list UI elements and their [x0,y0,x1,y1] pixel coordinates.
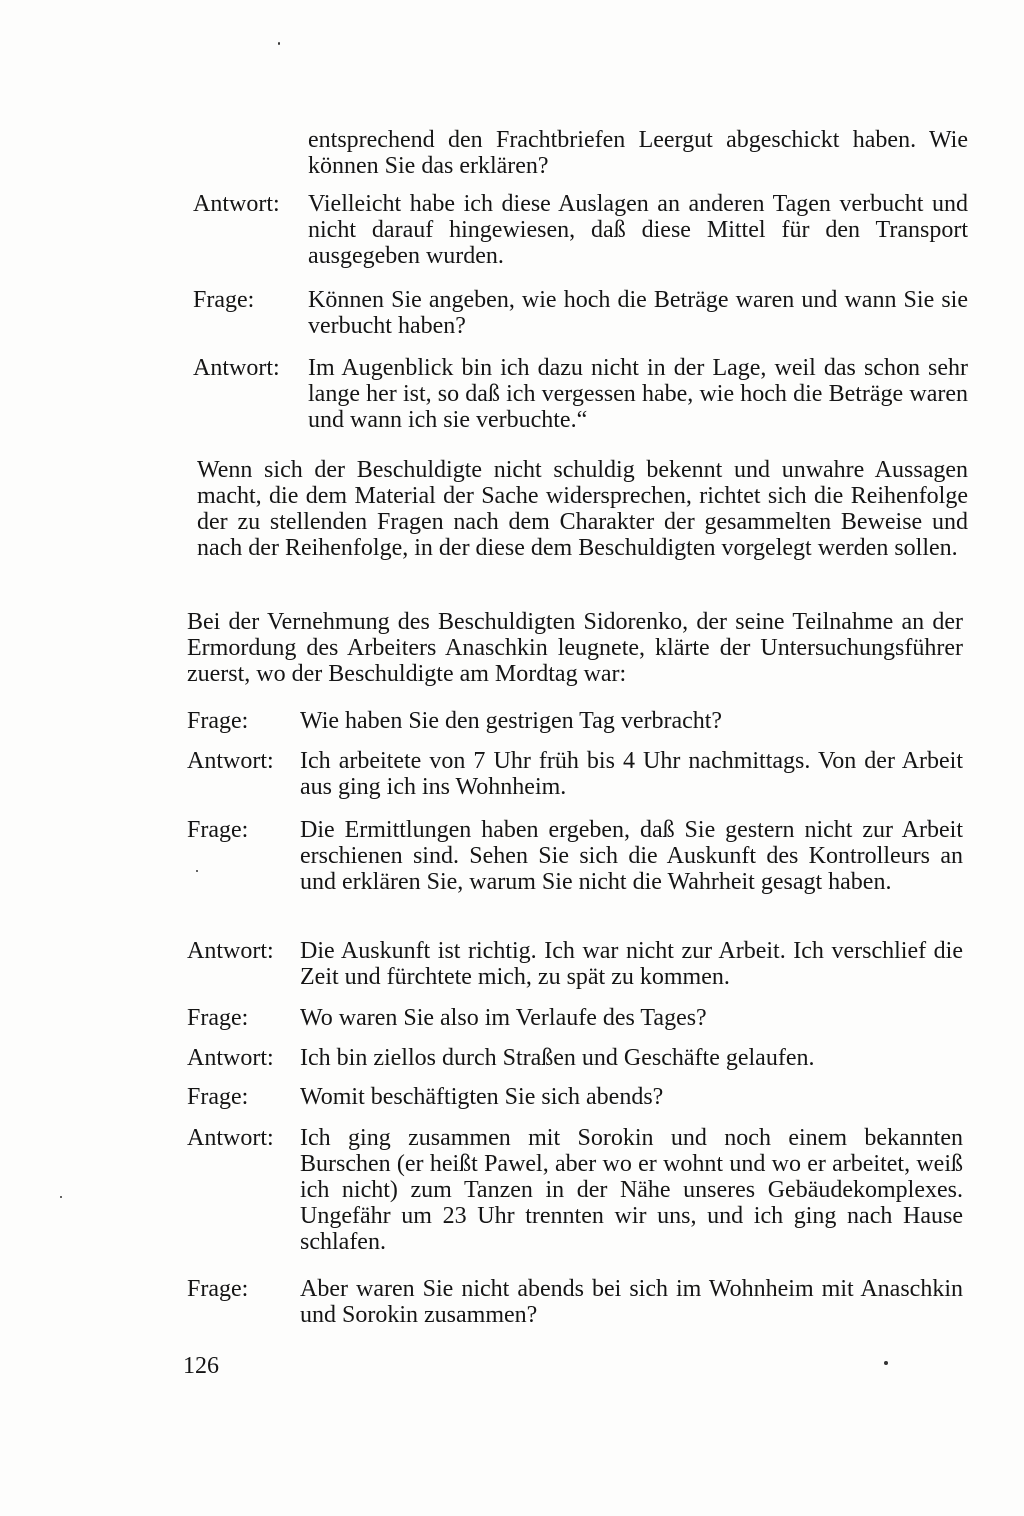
utterance-text: Die Auskunft ist richtig. Ich war nicht zur Arbeit. Ich verschlief die Zeit und fürchtete mich, zu spät zu kommen. [300,938,963,990]
dialog-entry-question [193,287,968,339]
dialog-entry-question [187,708,963,734]
utterance-text: Aber waren Sie nicht abends bei sich im Wohnheim mit Anaschkin und Sorokin zusammen? [300,1276,963,1328]
dialog-entry-answer [187,748,963,800]
dialog-entry-question [187,1084,963,1110]
dialog-entry-answer [193,355,968,433]
dialog-entry-question [187,1005,963,1031]
dialog-entry-answer [187,1125,963,1255]
utterance-text: Können Sie angeben, wie hoch die Beträge waren und wann Sie sie verbucht haben? [308,287,968,339]
speaker-label: Antwort: [193,355,280,381]
speaker-label: Frage: [187,817,249,843]
speaker-label: Frage: [187,1084,249,1110]
utterance-text: Im Augenblick bin ich dazu nicht in der Lage, weil das schon sehr lange her ist, so daß ich vergessen habe, wie hoch die Beträge waren und wann ich sie verbuchte.“ [308,355,968,433]
speaker-label: Antwort: [187,1045,274,1071]
dialog-entry-question [187,1276,963,1328]
speaker-label: Antwort: [187,938,274,964]
utterance-text: Wo waren Sie also im Verlaufe des Tages? [300,1005,707,1031]
utterance-text: Ich ging zusammen mit Sorokin und noch einem bekannten Burschen (er heißt Pawel, aber wo er wohnt und wo er arbeitet, weiß ich nicht) zum Tanzen in der Nähe unseres Gebäudekomplexes. Ungefähr um 23 Uhr trennten wir uns, und ich ging nach Hause schlafen. [300,1125,963,1255]
page-number: 126 [183,1353,219,1379]
utterance-text: entsprechend den Frachtbriefen Leergut abgeschickt haben. Wie können Sie das erklären? [308,127,968,179]
scan-speck [278,42,280,45]
speaker-label: Frage: [187,1276,249,1302]
body-paragraph: Bei der Vernehmung des Beschuldigten Sidorenko, der seine Teilnahme an der Ermordung des Arbeiters Anaschkin leugnete, klärte der Untersuchungsführer zuerst, wo der Beschuldigte am Mordtag war: [187,609,963,687]
utterance-text: Ich bin ziellos durch Straßen und Geschäfte gelaufen. [300,1045,815,1071]
dialog-entry-answer [187,938,963,990]
dialog-entry-answer [187,1045,963,1071]
speaker-label: Frage: [187,1005,249,1031]
speaker-label: Antwort: [193,191,280,217]
speaker-label: Antwort: [187,748,274,774]
scan-speck [196,870,198,872]
utterance-text: Ich arbeitete von 7 Uhr früh bis 4 Uhr nachmittags. Von der Arbeit aus ging ich ins Wohnheim. [300,748,963,800]
dialog-continuation [308,127,968,179]
dialog-entry-answer [193,191,968,269]
scan-speck [60,1196,62,1198]
scan-speck [884,1361,888,1365]
utterance-text: Vielleicht habe ich diese Auslagen an anderen Tagen verbucht und nicht darauf hingewiesen, daß diese Mittel für den Transport ausgegeben wurden. [308,191,968,269]
body-paragraph: Wenn sich der Beschuldigte nicht schuldig bekennt und unwahre Aussagen macht, die dem Material der Sache widersprechen, richtet sich die Reihenfolge der zu stellenden Fragen nach dem Charakter der gesammelten Beweise und nach der Reihenfolge, in der diese dem Beschuldigten vorgelegt werden sollen. [197,457,968,561]
dialog-entry-question [187,817,963,895]
utterance-text: Wie haben Sie den gestrigen Tag verbracht? [300,708,723,734]
speaker-label: Frage: [193,287,255,313]
speaker-label: Antwort: [187,1125,274,1151]
utterance-text: Die Ermittlungen haben ergeben, daß Sie gestern nicht zur Arbeit erschienen sind. Sehen Sie sich die Auskunft des Kontrolleurs an und erklären Sie, warum Sie nicht die Wahrheit gesagt haben. [300,817,963,895]
utterance-text: Womit beschäftigten Sie sich abends? [300,1084,664,1110]
speaker-label: Frage: [187,708,249,734]
